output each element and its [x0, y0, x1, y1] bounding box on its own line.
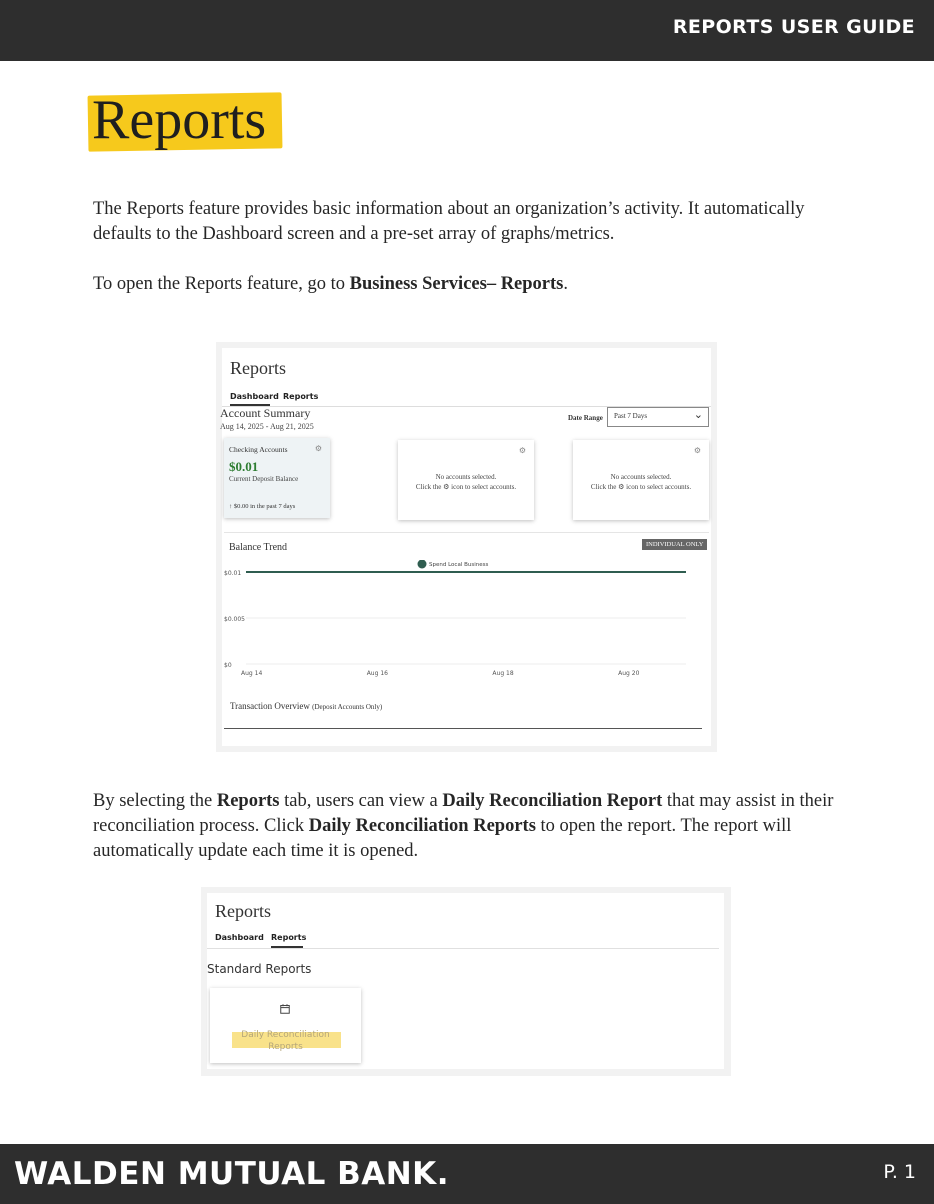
- gear-icon[interactable]: ⚙: [518, 446, 526, 455]
- tab-divider: [207, 948, 719, 949]
- open-instructions: To open the Reports feature, go to Business Services– Reports.: [93, 274, 569, 294]
- empty-hint: Click the ⚙ icon to select accounts.: [590, 483, 692, 491]
- date-range-label: Date Range: [568, 414, 603, 422]
- date-span: Aug 14, 2025 - Aug 21, 2025: [220, 422, 314, 431]
- legend-label: Spend Local Business: [429, 562, 489, 568]
- reports-tab-paragraph: By selecting the Reports tab, users can view a Daily Reconciliation Report that may assist in their reconciliation process. Click Daily Reconciliation Reports to open the report. The report will automatically update each time it is opened.: [93, 791, 834, 861]
- empty-message: No accounts selected.: [610, 473, 672, 481]
- individual-only-badge: INDIVIDUAL ONLY: [642, 539, 707, 550]
- gear-icon[interactable]: ⚙: [314, 444, 322, 453]
- page-title: Reports: [92, 89, 267, 151]
- reports-heading: Reports: [215, 901, 271, 921]
- date-range-select[interactable]: Past 7 Days ⌄: [607, 407, 709, 427]
- y-tick-label: $0.005: [224, 616, 245, 623]
- section-bottom-rule: [224, 728, 702, 729]
- page-footer: [0, 1144, 934, 1204]
- standard-reports-heading: Standard Reports: [207, 962, 312, 976]
- empty-account-card[interactable]: [573, 440, 709, 520]
- calendar-icon: [280, 1004, 290, 1014]
- card-name: Checking Accounts: [229, 445, 288, 454]
- x-tick-label: Aug 14: [241, 670, 263, 677]
- nav-path: Business Services– Reports: [349, 274, 564, 294]
- card-change: ↑ $0.00 in the past 7 days: [229, 503, 296, 510]
- tab-reports[interactable]: Reports: [271, 933, 307, 942]
- y-tick-label: $0: [224, 662, 232, 669]
- page-header: [0, 0, 934, 61]
- tab-reports[interactable]: Reports: [283, 392, 319, 401]
- guide-title: REPORTS USER GUIDE: [672, 16, 915, 38]
- reports-heading: Reports: [230, 358, 286, 378]
- tab-dashboard[interactable]: Dashboard: [215, 933, 264, 942]
- intro-paragraph: The Reports feature provides basic information about an organization’s activity. It automatically defaults to the Dashboard screen and a pre-set array of graphs/metrics.: [93, 199, 805, 244]
- daily-reconciliation-report-card[interactable]: [210, 988, 361, 1063]
- x-tick-label: Aug 18: [492, 670, 514, 677]
- card-subtitle: Current Deposit Balance: [229, 475, 299, 483]
- empty-hint: Click the ⚙ icon to select accounts.: [415, 483, 517, 491]
- dashboard-screenshot: [216, 342, 717, 752]
- bank-logo: WALDEN MUTUAL BANK.: [14, 1156, 449, 1192]
- active-tab-indicator: [271, 946, 303, 948]
- empty-account-card[interactable]: [398, 440, 534, 520]
- x-tick-label: Aug 20: [618, 670, 640, 677]
- page-number: P. 1: [883, 1161, 916, 1183]
- tab-dashboard[interactable]: Dashboard: [230, 392, 279, 401]
- checking-accounts-card[interactable]: [224, 438, 330, 518]
- transaction-overview-heading: Transaction Overview (Deposit Accounts Only): [230, 701, 383, 711]
- card-amount: $0.01: [229, 459, 259, 474]
- section-divider: [224, 532, 709, 533]
- y-tick-label: $0.01: [224, 570, 242, 577]
- legend-marker: [418, 560, 427, 569]
- account-summary-heading: Account Summary: [220, 406, 311, 420]
- report-card-label: Daily Reconciliation Reports: [241, 1030, 330, 1052]
- balance-trend-heading: Balance Trend: [229, 542, 288, 553]
- balance-trend-chart: [222, 560, 711, 692]
- chevron-down-icon: ⌄: [693, 409, 703, 421]
- empty-message: No accounts selected.: [435, 473, 497, 481]
- standard-reports-screenshot: [201, 887, 731, 1076]
- gear-icon[interactable]: ⚙: [693, 446, 701, 455]
- x-tick-label: Aug 16: [366, 670, 388, 677]
